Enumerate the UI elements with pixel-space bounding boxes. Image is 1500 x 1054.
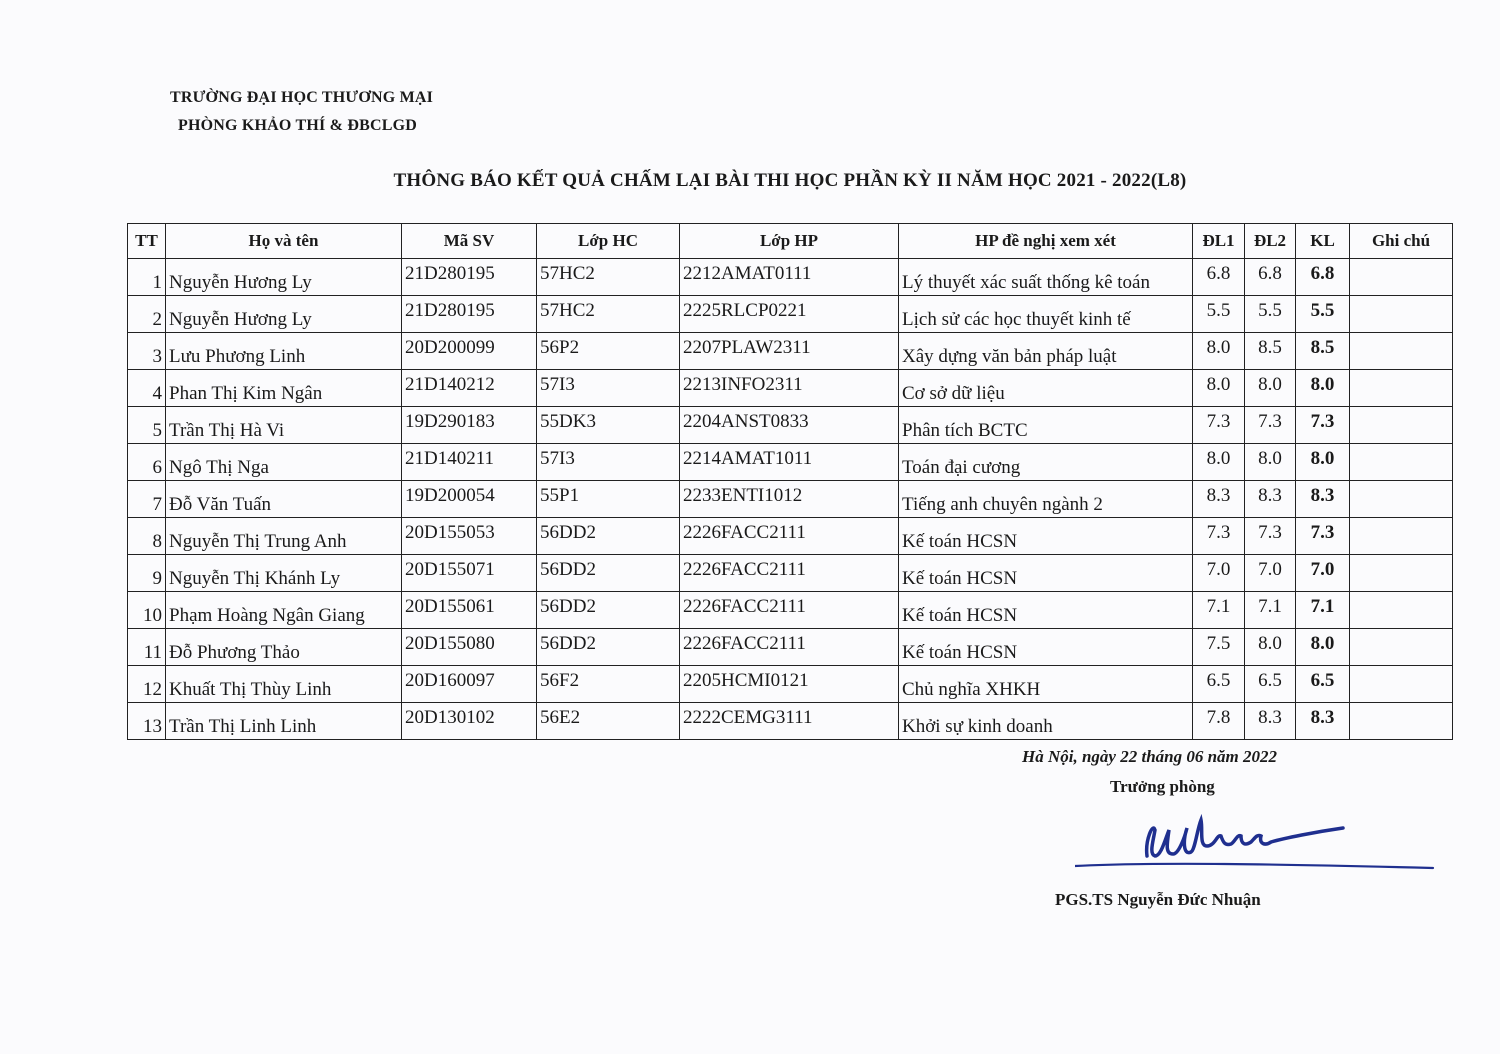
cell-course-class: 2225RLCP0221 — [680, 296, 899, 333]
col-header-note: Ghi chú — [1350, 224, 1453, 259]
cell-tt: 4 — [128, 370, 166, 407]
cell-name: Đỗ Văn Tuấn — [166, 481, 402, 518]
col-header-name: Họ và tên — [166, 224, 402, 259]
cell-score2: 8.0 — [1245, 370, 1296, 407]
col-header-course-class: Lớp HP — [680, 224, 899, 259]
cell-name: Đỗ Phương Thảo — [166, 629, 402, 666]
cell-final: 7.3 — [1296, 407, 1350, 444]
cell-admin-class: 56P2 — [537, 333, 680, 370]
cell-student-id: 20D155053 — [402, 518, 537, 555]
cell-course-class: 2205HCMI0121 — [680, 666, 899, 703]
col-header-score2: ĐL2 — [1245, 224, 1296, 259]
cell-admin-class: 57I3 — [537, 370, 680, 407]
table-row — [128, 370, 1453, 407]
cell-student-id: 20D160097 — [402, 666, 537, 703]
cell-score1: 6.5 — [1193, 666, 1245, 703]
cell-course-class: 2226FACC2111 — [680, 629, 899, 666]
cell-name: Khuất Thị Thùy Linh — [166, 666, 402, 703]
cell-course-class: 2204ANST0833 — [680, 407, 899, 444]
cell-tt: 3 — [128, 333, 166, 370]
cell-final: 5.5 — [1296, 296, 1350, 333]
cell-course: Cơ sở dữ liệu — [899, 370, 1193, 407]
cell-student-id: 21D280195 — [402, 296, 537, 333]
col-header-tt: TT — [128, 224, 166, 259]
cell-note — [1350, 259, 1453, 296]
cell-admin-class: 57I3 — [537, 444, 680, 481]
cell-tt: 13 — [128, 703, 166, 740]
cell-admin-class: 57HC2 — [537, 296, 680, 333]
table-body — [128, 259, 1453, 740]
cell-student-id: 20D130102 — [402, 703, 537, 740]
cell-course: Toán đại cương — [899, 444, 1193, 481]
cell-course: Xây dựng văn bản pháp luật — [899, 333, 1193, 370]
cell-score2: 8.0 — [1245, 629, 1296, 666]
cell-name: Phạm Hoàng Ngân Giang — [166, 592, 402, 629]
cell-note — [1350, 518, 1453, 555]
cell-score2: 8.3 — [1245, 703, 1296, 740]
cell-student-id: 21D280195 — [402, 259, 537, 296]
document-title: THÔNG BÁO KẾT QUẢ CHẤM LẠI BÀI THI HỌC PHẦN KỲ II NĂM HỌC 2021 - 2022(L8) — [393, 170, 1187, 191]
cell-note — [1350, 370, 1453, 407]
col-header-final: KL — [1296, 224, 1350, 259]
cell-course-class: 2214AMAT1011 — [680, 444, 899, 481]
university-name: TRƯỜNG ĐẠI HỌC THƯƠNG MẠI — [170, 89, 434, 106]
table-row — [128, 481, 1453, 518]
cell-score2: 6.5 — [1245, 666, 1296, 703]
signer-name: PGS.TS Nguyễn Đức Nhuận — [1055, 890, 1261, 909]
cell-student-id: 21D140212 — [402, 370, 537, 407]
cell-admin-class: 56E2 — [537, 703, 680, 740]
cell-course-class: 2226FACC2111 — [680, 592, 899, 629]
cell-score2: 7.1 — [1245, 592, 1296, 629]
table-row — [128, 555, 1453, 592]
cell-note — [1350, 407, 1453, 444]
table-row — [128, 629, 1453, 666]
cell-score1: 5.5 — [1193, 296, 1245, 333]
cell-name: Ngô Thị Nga — [166, 444, 402, 481]
cell-score2: 7.0 — [1245, 555, 1296, 592]
cell-name: Nguyễn Thị Khánh Ly — [166, 555, 402, 592]
cell-name: Nguyễn Hương Ly — [166, 259, 402, 296]
cell-name: Nguyễn Hương Ly — [166, 296, 402, 333]
table-row — [128, 444, 1453, 481]
cell-course-class: 2207PLAW2311 — [680, 333, 899, 370]
cell-score1: 7.1 — [1193, 592, 1245, 629]
cell-admin-class: 55P1 — [537, 481, 680, 518]
cell-name: Lưu Phương Linh — [166, 333, 402, 370]
cell-score1: 7.3 — [1193, 518, 1245, 555]
cell-name: Phan Thị Kim Ngân — [166, 370, 402, 407]
cell-course: Phân tích BCTC — [899, 407, 1193, 444]
cell-student-id: 20D155061 — [402, 592, 537, 629]
cell-score2: 8.0 — [1245, 444, 1296, 481]
cell-course-class: 2233ENTI1012 — [680, 481, 899, 518]
cell-course: Kế toán HCSN — [899, 555, 1193, 592]
cell-final: 6.5 — [1296, 666, 1350, 703]
cell-tt: 6 — [128, 444, 166, 481]
cell-course-class: 2222CEMG3111 — [680, 703, 899, 740]
cell-score1: 8.0 — [1193, 370, 1245, 407]
cell-course-class: 2212AMAT0111 — [680, 259, 899, 296]
cell-admin-class: 56DD2 — [537, 629, 680, 666]
department-name: PHÒNG KHẢO THÍ & ĐBCLGD — [178, 117, 417, 134]
cell-tt: 8 — [128, 518, 166, 555]
cell-final: 8.0 — [1296, 370, 1350, 407]
cell-course: Kế toán HCSN — [899, 629, 1193, 666]
cell-final: 7.0 — [1296, 555, 1350, 592]
cell-student-id: 20D155080 — [402, 629, 537, 666]
cell-course: Lý thuyết xác suất thống kê toán — [899, 259, 1193, 296]
signer-role: Trưởng phòng — [1110, 777, 1215, 796]
cell-score1: 7.3 — [1193, 407, 1245, 444]
cell-note — [1350, 333, 1453, 370]
cell-course-class: 2213INFO2311 — [680, 370, 899, 407]
cell-score2: 7.3 — [1245, 518, 1296, 555]
cell-tt: 9 — [128, 555, 166, 592]
cell-score1: 7.5 — [1193, 629, 1245, 666]
cell-note — [1350, 629, 1453, 666]
table-row — [128, 259, 1453, 296]
cell-admin-class: 55DK3 — [537, 407, 680, 444]
cell-tt: 1 — [128, 259, 166, 296]
cell-final: 8.3 — [1296, 703, 1350, 740]
cell-note — [1350, 444, 1453, 481]
cell-name: Trần Thị Hà Vi — [166, 407, 402, 444]
cell-score1: 8.3 — [1193, 481, 1245, 518]
place-date: Hà Nội, ngày 22 tháng 06 năm 2022 — [1022, 747, 1278, 766]
col-header-student-id: Mã SV — [402, 224, 537, 259]
cell-final: 8.5 — [1296, 333, 1350, 370]
cell-note — [1350, 592, 1453, 629]
signature-image — [1075, 800, 1435, 880]
col-header-course: HP đề nghị xem xét — [899, 224, 1193, 259]
cell-course: Kế toán HCSN — [899, 592, 1193, 629]
cell-final: 6.8 — [1296, 259, 1350, 296]
cell-note — [1350, 555, 1453, 592]
cell-admin-class: 56DD2 — [537, 592, 680, 629]
table-header-row — [128, 224, 1453, 259]
col-header-admin-class: Lớp HC — [537, 224, 680, 259]
cell-course: Lịch sử các học thuyết kinh tế — [899, 296, 1193, 333]
cell-admin-class: 57HC2 — [537, 259, 680, 296]
cell-course-class: 2226FACC2111 — [680, 518, 899, 555]
cell-final: 8.0 — [1296, 629, 1350, 666]
cell-score2: 8.3 — [1245, 481, 1296, 518]
cell-admin-class: 56F2 — [537, 666, 680, 703]
table-row — [128, 666, 1453, 703]
cell-score1: 8.0 — [1193, 333, 1245, 370]
cell-tt: 5 — [128, 407, 166, 444]
table-row — [128, 296, 1453, 333]
col-header-score1: ĐL1 — [1193, 224, 1245, 259]
cell-student-id: 19D200054 — [402, 481, 537, 518]
cell-final: 8.3 — [1296, 481, 1350, 518]
cell-score1: 7.8 — [1193, 703, 1245, 740]
cell-score1: 8.0 — [1193, 444, 1245, 481]
cell-score1: 6.8 — [1193, 259, 1245, 296]
cell-name: Nguyễn Thị Trung Anh — [166, 518, 402, 555]
cell-score1: 7.0 — [1193, 555, 1245, 592]
cell-student-id: 21D140211 — [402, 444, 537, 481]
cell-course: Tiếng anh chuyên ngành 2 — [899, 481, 1193, 518]
table-row — [128, 518, 1453, 555]
cell-name: Trần Thị Linh Linh — [166, 703, 402, 740]
cell-note — [1350, 296, 1453, 333]
cell-note — [1350, 703, 1453, 740]
cell-tt: 10 — [128, 592, 166, 629]
cell-final: 7.1 — [1296, 592, 1350, 629]
cell-admin-class: 56DD2 — [537, 518, 680, 555]
cell-score2: 8.5 — [1245, 333, 1296, 370]
cell-student-id: 20D155071 — [402, 555, 537, 592]
results-table — [127, 223, 1453, 740]
cell-tt: 11 — [128, 629, 166, 666]
cell-note — [1350, 481, 1453, 518]
cell-score2: 5.5 — [1245, 296, 1296, 333]
cell-student-id: 19D290183 — [402, 407, 537, 444]
table-row — [128, 407, 1453, 444]
cell-tt: 2 — [128, 296, 166, 333]
table-row — [128, 333, 1453, 370]
table-row — [128, 703, 1453, 740]
cell-course-class: 2226FACC2111 — [680, 555, 899, 592]
cell-note — [1350, 666, 1453, 703]
cell-final: 7.3 — [1296, 518, 1350, 555]
cell-course: Khởi sự kinh doanh — [899, 703, 1193, 740]
cell-course: Kế toán HCSN — [899, 518, 1193, 555]
cell-student-id: 20D200099 — [402, 333, 537, 370]
cell-final: 8.0 — [1296, 444, 1350, 481]
cell-score2: 6.8 — [1245, 259, 1296, 296]
cell-admin-class: 56DD2 — [537, 555, 680, 592]
cell-course: Chủ nghĩa XHKH — [899, 666, 1193, 703]
table-row — [128, 592, 1453, 629]
cell-score2: 7.3 — [1245, 407, 1296, 444]
cell-tt: 12 — [128, 666, 166, 703]
cell-tt: 7 — [128, 481, 166, 518]
